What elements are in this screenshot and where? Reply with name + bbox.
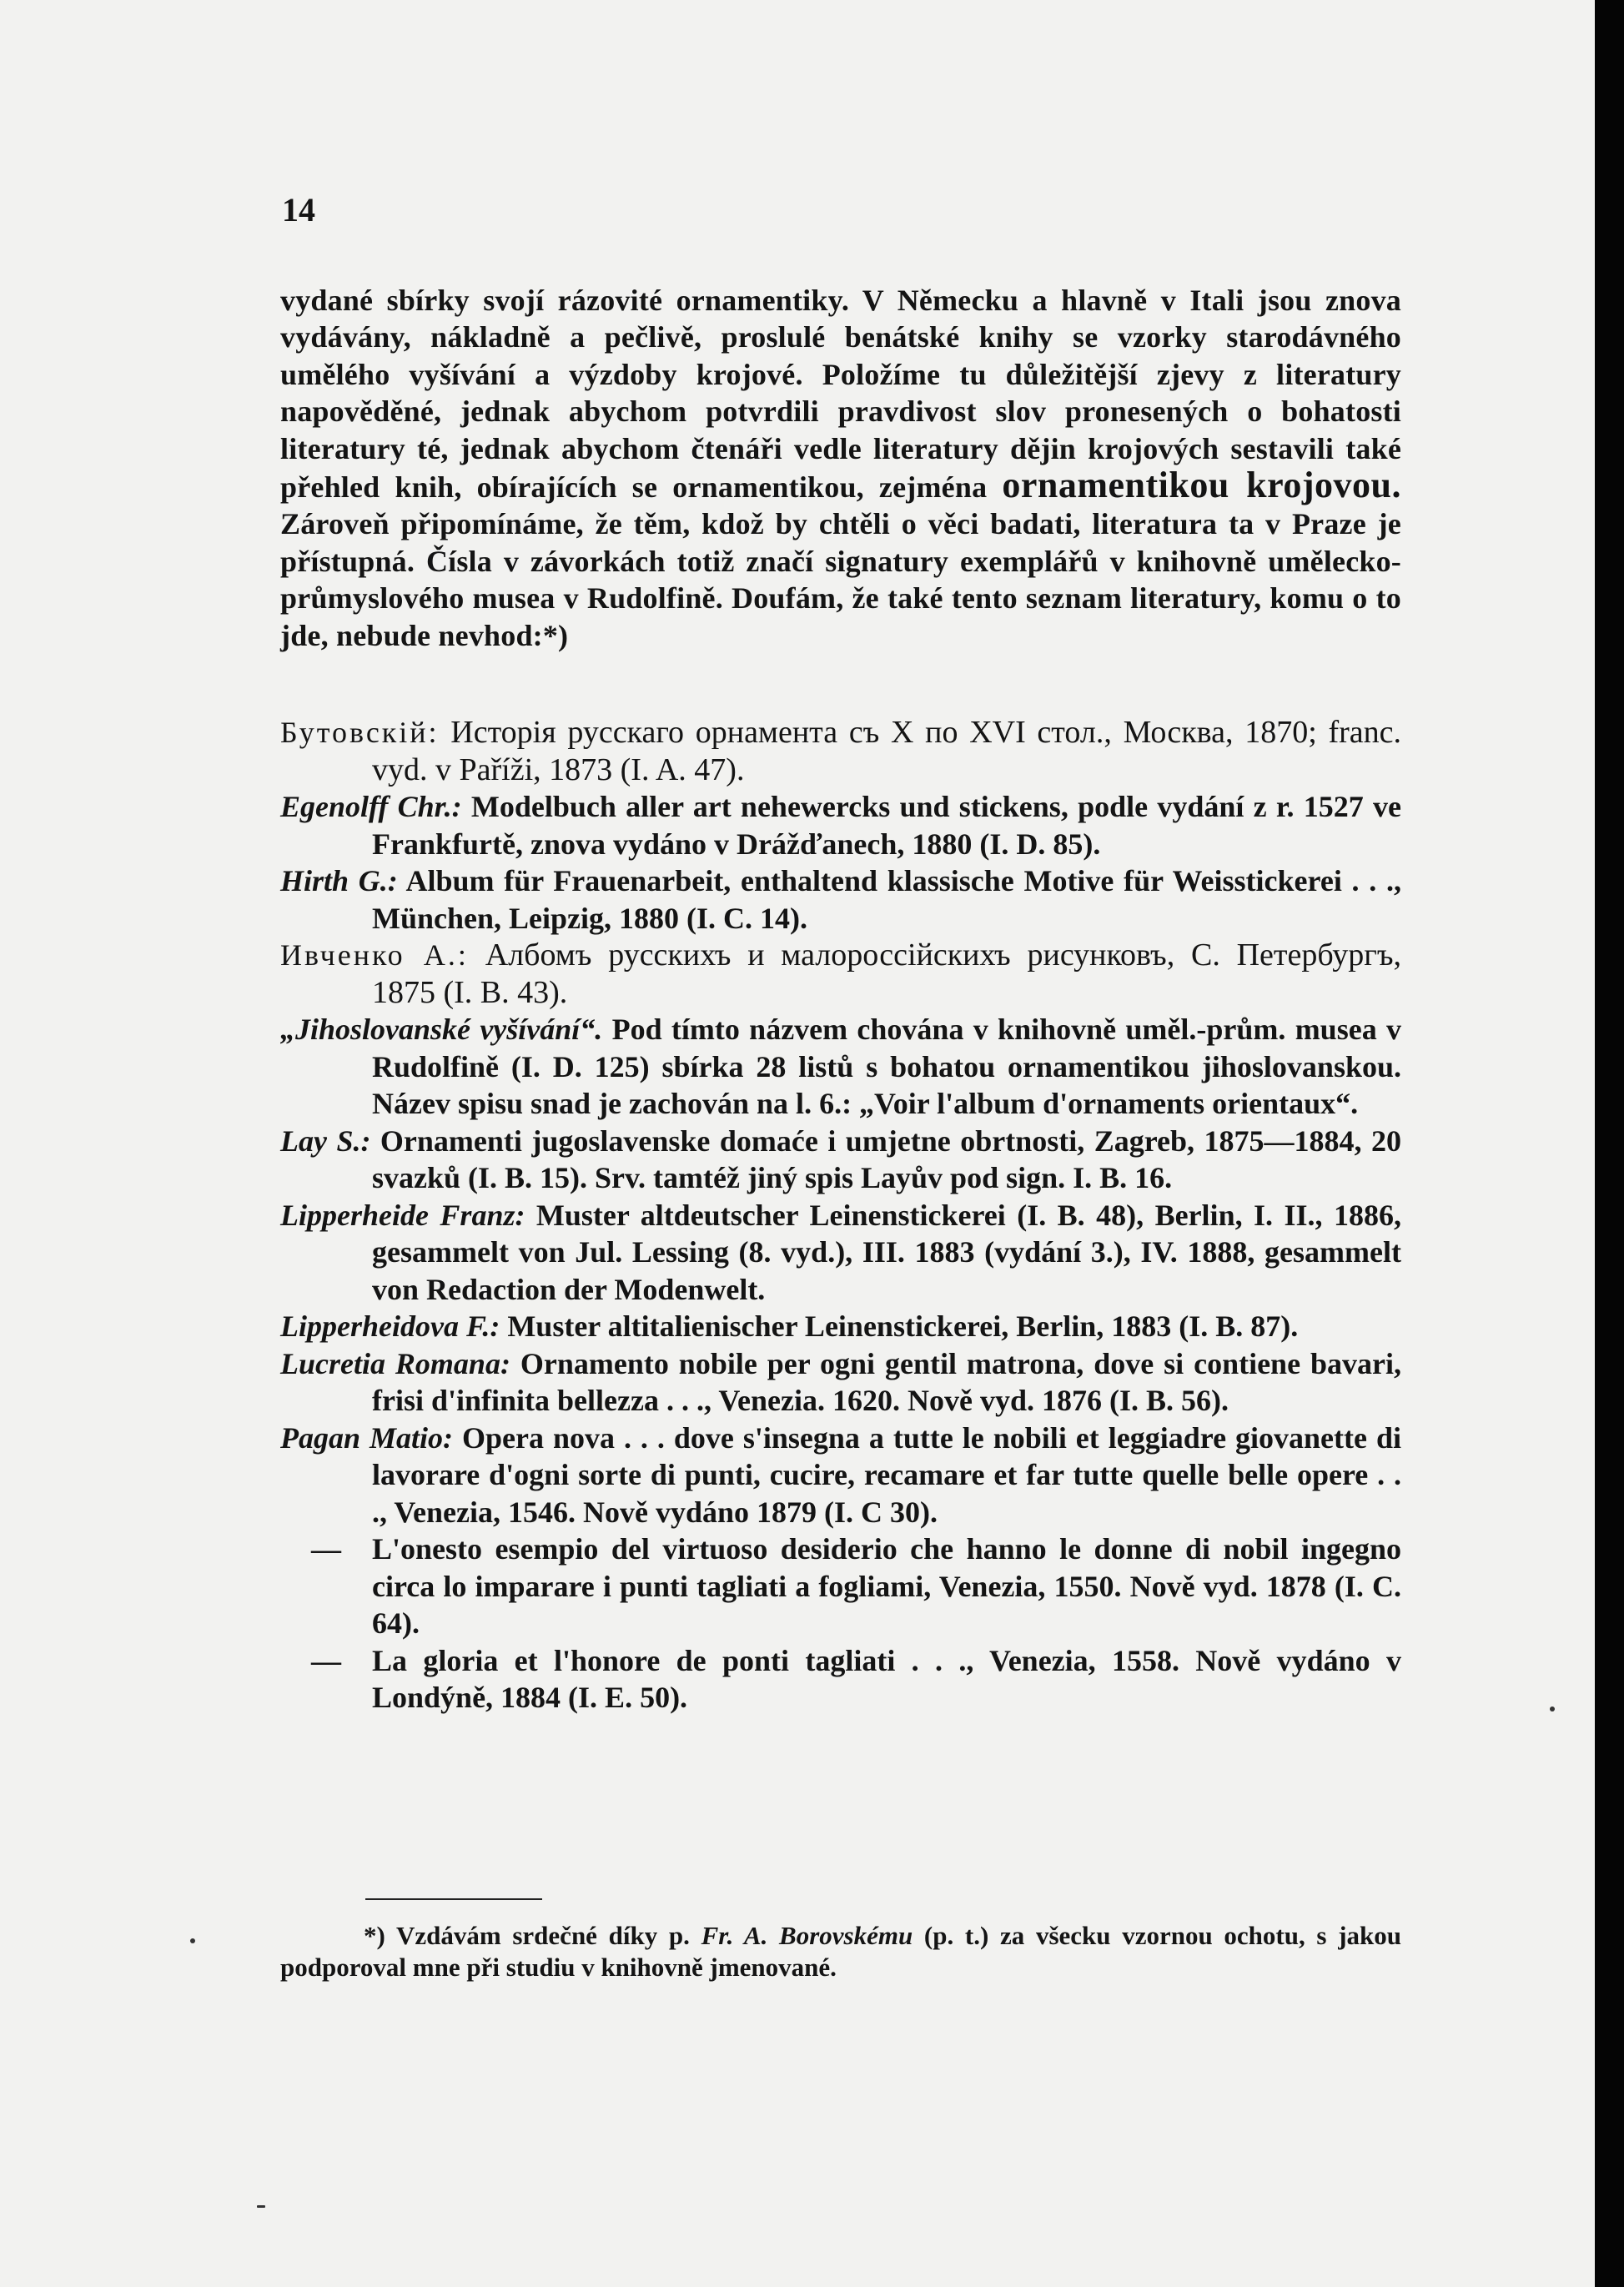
entry-author: Бутовскій: (280, 716, 440, 749)
footnote-text: (p. t.) za všecku vzornou ochotu, s jakou podporoval mne při studiu v knihovně jmenované. (280, 1921, 1401, 1982)
entry-author: Lucretia Romana: (280, 1346, 510, 1380)
bibliography-entry (280, 1011, 1401, 1123)
entry-author: Lipperheidova F.: (280, 1309, 500, 1343)
bibliography-list (280, 714, 1401, 1717)
entry-author: Ивченко А.: (280, 938, 469, 972)
intro-text-part1: vydané sbírky svojí rázovité ornamentiky. V Německu a hlavně v Itali jsou znova vydávány, nákladně a pečlivě, proslulé benátské knihy se vzorky starodávného umělého vyšívání a výzdoby krojové. Položíme tu důležitější zjevy z literatury napověděné, jednak abychom potvrdili pravdivost slov pronesených o bohatosti literatury té, jednak abychom čtenáři vedle literatury dějin krojových sestavili také přehled knih, obírajících se ornamentikou, zejména (280, 284, 1401, 505)
entry-author: Egenolff Chr.: (280, 790, 462, 823)
entry-text: Muster altdeutscher Leinenstickerei (I. B. 48), Berlin, I. II., 1886, gesammelt von Jul. Lessing (8. vyd.), III. 1883 (vydání 3.), IV. 1888, gesammelt von Redaction der Modenwelt. (372, 1198, 1401, 1306)
scan-border (1595, 0, 1624, 2287)
scan-speck (257, 2205, 265, 2208)
bibliography-entry (280, 1420, 1401, 1531)
footnote-name: Fr. A. Borovskému (689, 1921, 913, 1950)
entry-author: Pagan Matio: (280, 1420, 453, 1455)
entry-text: Исторія русскаго орнамента съ X по XVI стол., Москва, 1870; franc. vyd. v Paříži, 1873 (I. A. 47). (372, 715, 1401, 787)
bibliography-entry (280, 862, 1401, 937)
entry-text: Pod tímto názvem chována v knihovně uměl.-prům. musea v Rudolfině (I. D. 125) sbírka 28 listů s bohatou ornamentikou jihoslovanskou. Název spisu snad je zachován na l. 6.: „Voir l'album d'ornaments orientaux“. (372, 1013, 1401, 1120)
entry-text: L'onesto esempio del virtuoso desiderio che hanno le donne di nobil ingegno circa lo imparare i punti tagliati a fogliami, Venezia, 1550. Nově vyd. 1878 (I. C. 64). (372, 1532, 1401, 1640)
entry-text: Албомъ русскихъ и малороссійскихъ рисунковъ, С. Петербургъ, 1875 (I. B. 43). (372, 937, 1401, 1010)
bibliography-entry (280, 1197, 1401, 1309)
entry-text: Ornamenti jugoslavenske domaće i umjetne obrtnosti, Zagreb, 1875—1884, 20 svazků (I. B. 15). Srv. tamtéž jiný spis Layův pod sign. I. B. 16. (370, 1123, 1401, 1194)
bibliography-sub-entry (280, 1531, 1401, 1642)
footnote-marker: *) Vzdávám srdečné díky p. (364, 1921, 690, 1950)
entry-dash: — (311, 1532, 341, 1566)
entry-author: Lay S.: (280, 1123, 371, 1158)
intro-text-part2: Zároveň připomínáme, že těm, kdož by chtěli o věci badati, literatura ta v Praze je přístupná. Čísla v závorkách totiž značí signatury exemplářů v knihovně umělecko-průmyslového musea v Rudolfině. Doufám, že také tento seznam literatury, komu o to jde, nebude nevhod:*) (280, 507, 1401, 652)
bibliography-entry (280, 788, 1401, 862)
entry-author: Hirth G.: (280, 864, 398, 897)
intro-emphasis: ornamentikou krojovou. (1002, 465, 1401, 506)
bibliography-entry (280, 1123, 1401, 1197)
entry-author: Lipperheide Franz: (280, 1198, 525, 1232)
intro-paragraph (280, 282, 1401, 654)
bibliography-entry (280, 1308, 1401, 1345)
entry-text: La gloria et l'honore de ponti tagliati . . ., Venezia, 1558. Nově vydáno v Londýně, 1884 (I. E. 50). (372, 1643, 1401, 1714)
bibliography-entry (280, 714, 1401, 788)
entry-text: Ornamento nobile per ogni gentil matrona, dove si contiene bavari, frisi d'infinita bellezza . . ., Venezia. 1620. Nově vyd. 1876 (I. B. 56). (372, 1346, 1401, 1417)
entry-author: „Jihoslovanské vyšívání“. (280, 1013, 603, 1046)
scan-speck (1550, 1706, 1555, 1711)
footnote (280, 1920, 1401, 1983)
entry-text: Muster altitalienischer Leinenstickerei, Berlin, 1883 (I. B. 87). (500, 1309, 1299, 1343)
scan-speck (190, 1938, 195, 1943)
bibliography-sub-entry (280, 1642, 1401, 1717)
entry-text: Album für Frauenarbeit, enthaltend klassische Motive für Weisstickerei . . ., München, Leipzig, 1880 (I. C. 14). (372, 864, 1401, 935)
entry-text: Opera nova . . . dove s'insegna a tutte le nobili et leggiadre giovanette di lavorare d'ogni sorte di punti, cucire, recamare et far tutte quelle belle opere . . ., Venezia, 1546. Nově vydáno 1879 (I. C 30). (372, 1420, 1401, 1529)
bibliography-entry (280, 1345, 1401, 1420)
bibliography-entry (280, 937, 1401, 1011)
footnote-divider (365, 1898, 542, 1900)
entry-dash: — (311, 1643, 341, 1677)
page-number: 14 (282, 191, 315, 229)
entry-text: Modelbuch aller art nehewercks und stickens, podle vydání z r. 1527 ve Frankfurtě, znova vydáno v Drážďanech, 1880 (I. D. 85). (372, 790, 1402, 861)
